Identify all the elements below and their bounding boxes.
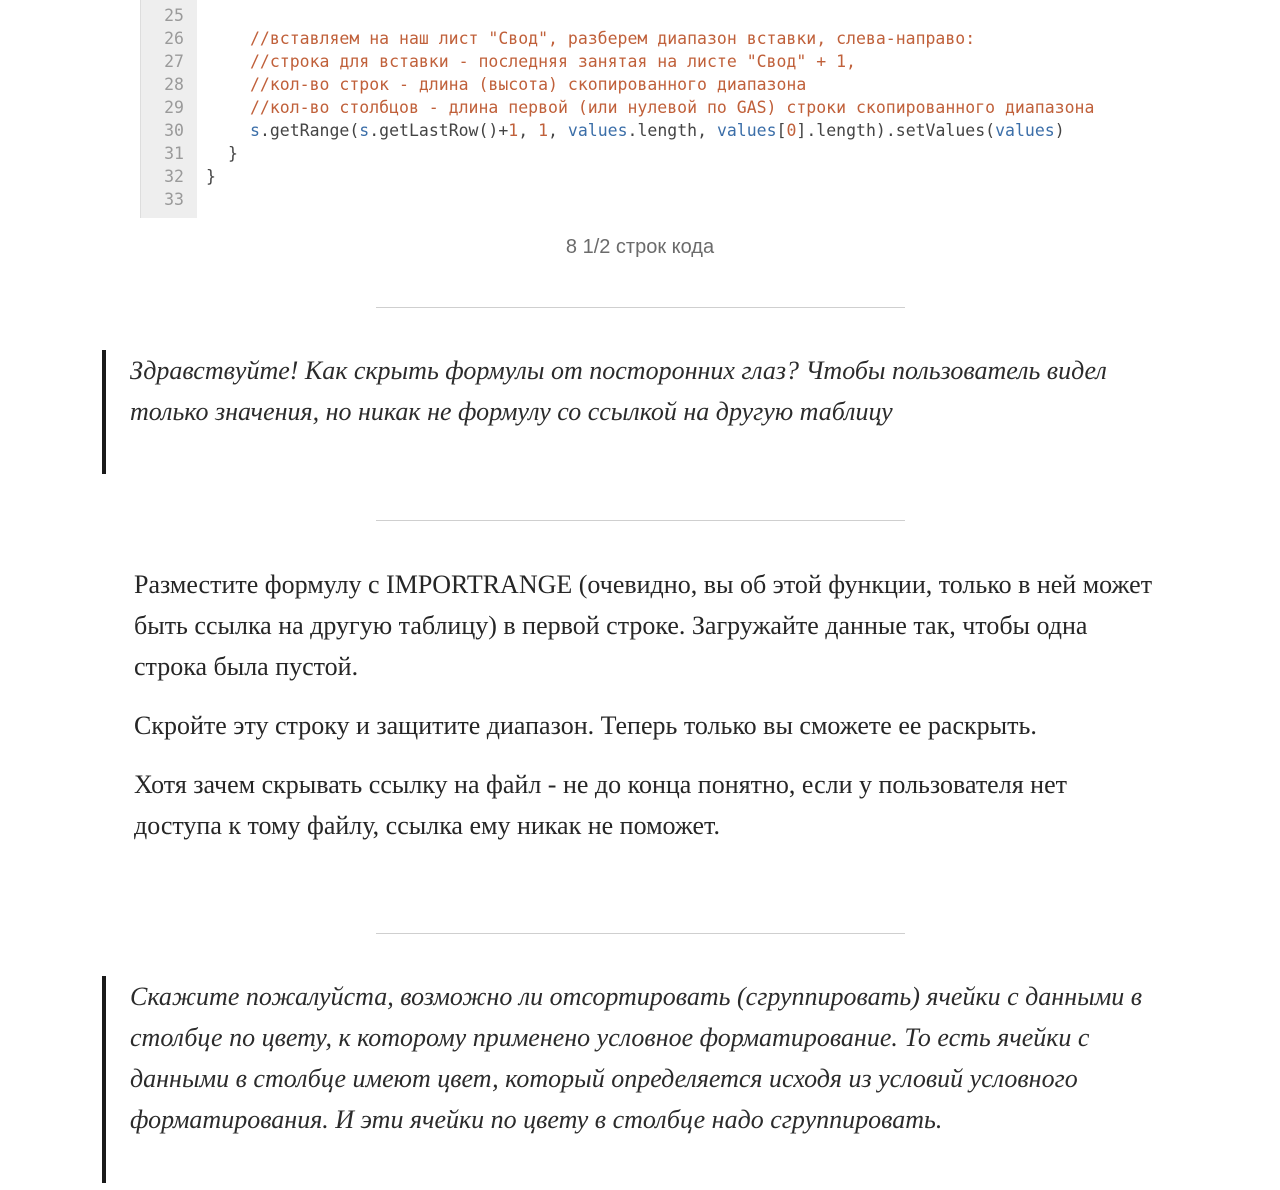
- answer-block-1: [134, 564, 1154, 864]
- line-code: [206, 165, 216, 188]
- question-text-1: Здравствуйте! Как скрыть формулы от посторонних глаз? Чтобы пользователь видел только значения, но никак не формулу со ссылкой на другую таблицу: [130, 356, 1107, 426]
- question-text-2: Скажите пожалуйста, возможно ли отсортировать (сгруппировать) ячейки с данными в столбце по цвету, к которому применено условное форматирование. То есть ячейки с данными в столбце имеют цвет, который определяется исходя из условий условного форматирования. И эти ячейки по цвету в столбце надо сгруппировать.: [130, 982, 1143, 1134]
- answer-paragraph-2: Скройте эту строку и защитите диапазон. Теперь только вы сможете ее раскрыть.: [134, 711, 1037, 740]
- answer-paragraph-3: Хотя зачем скрывать ссылку на файл - не до конца понятно, если у пользователя нет доступа к тому файлу, ссылка ему никак не поможет.: [134, 770, 1067, 840]
- code-token: ): [1054, 121, 1065, 140]
- question-quote-2: [102, 976, 1160, 1183]
- code-token: .length,: [627, 121, 717, 140]
- line-code: [250, 96, 1094, 119]
- code-token: 0: [786, 121, 797, 140]
- code-token: 1: [538, 121, 549, 140]
- line-number: 30: [164, 121, 184, 140]
- code-token: .getLastRow()+: [369, 121, 509, 140]
- code-token: //вставляем на наш лист "Свод", разберем диапазон вставки, слева-направо:: [250, 29, 976, 48]
- code-caption: 8 1/2 строк кода: [565, 236, 715, 258]
- separator: [376, 307, 905, 308]
- line-number: 26: [164, 29, 184, 48]
- line-number: 28: [164, 75, 184, 94]
- line-number: 29: [164, 98, 184, 117]
- line-code: [250, 73, 806, 96]
- code-token: ,: [518, 121, 539, 140]
- code-token: values: [716, 121, 777, 140]
- answer-paragraph-1: Разместите формулу с IMPORTRANGE (очевидно, вы об этой функции, только в ней может быть ссылка на другую таблицу) в первой строке. Загружайте данные так, чтобы одна строка была пустой.: [134, 570, 1153, 681]
- code-token: .getRange(: [259, 121, 360, 140]
- line-code: [250, 27, 975, 50]
- code-token: [: [776, 121, 787, 140]
- code-token: }: [228, 144, 238, 163]
- question-quote-1: [102, 350, 1160, 474]
- code-token: //строка для вставки - последняя занятая на листе "Свод" + 1,: [250, 52, 856, 71]
- code-token: values: [567, 121, 628, 140]
- code-screenshot: [140, 0, 1140, 218]
- line-number: 27: [164, 52, 184, 71]
- code-token: s: [250, 121, 260, 140]
- code-token: ,: [548, 121, 568, 140]
- code-token: //кол-во строк - длина (высота) скопированного диапазона: [250, 75, 807, 94]
- line-code: [250, 50, 856, 73]
- line-number: 33: [164, 190, 184, 209]
- line-code: [250, 119, 1065, 142]
- code-token: }: [206, 167, 216, 186]
- separator: [376, 933, 905, 934]
- code-token: values: [995, 121, 1055, 140]
- code-token: 1: [508, 121, 519, 140]
- line-number: 31: [164, 144, 184, 163]
- code-token: //кол-во столбцов - длина первой (или нулевой по GAS) строки скопированного диапазона: [250, 98, 1095, 117]
- code-token: s: [359, 121, 370, 140]
- line-code: [228, 142, 238, 165]
- line-number: 25: [164, 6, 184, 25]
- code-token: ].length).setValues(: [796, 121, 996, 140]
- line-number: 32: [164, 167, 184, 186]
- separator: [376, 520, 905, 521]
